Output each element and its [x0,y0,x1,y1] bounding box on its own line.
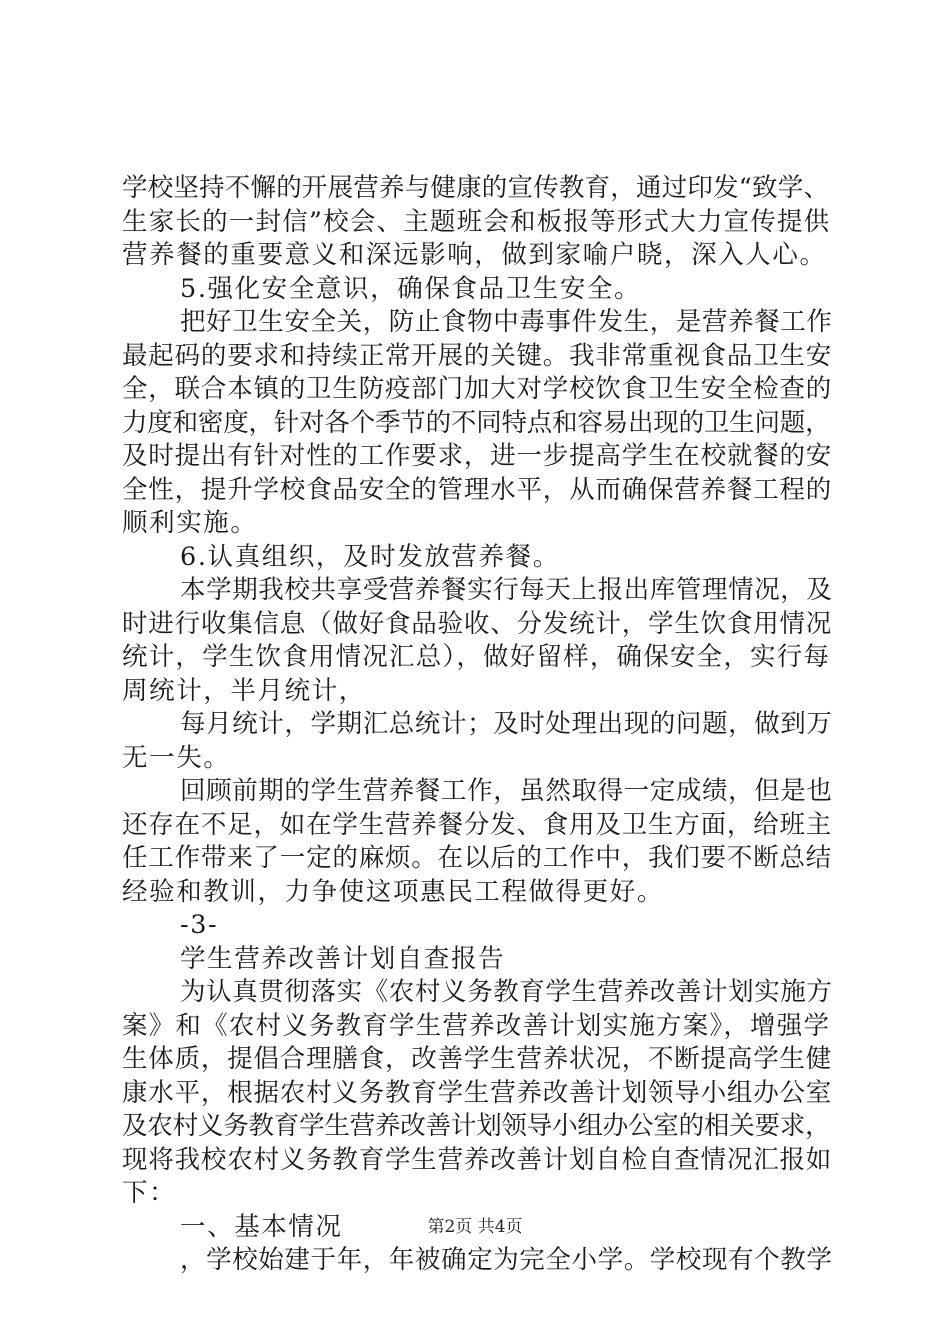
text-line: 回顾前期的学生营养餐工作，虽然取得一定成绩，但是也 [180,776,833,806]
text-line: 营养餐的重要意义和深远影响，做到家喻户晓，深入人心。 [122,240,827,270]
text-line: 每月统计，学期汇总统计；及时处理出现的问题，做到万 [180,709,833,739]
text-line: 时进行收集信息（做好食品验收、分发统计，学生饮食用情况 [122,608,833,639]
text-line: 一、基本情况 [180,1211,343,1242]
text-line: 学生营养改善计划自查报告 [180,943,506,974]
text-line: 最起码的要求和持续正常开展的关键。我非常重视食品卫生安 [122,340,833,371]
page-footer: 第2页 共4页 [427,1217,523,1237]
text-line: 全，联合本镇的卫生防疫部门加大对学校饮食卫生安全检查的 [122,374,833,404]
text-line: 生体质，提倡合理膳食，改善学生营养状况，不断提高学生健 [122,1044,833,1074]
text-line: 还存在不足，如在学生营养餐分发、食用及卫生方面，给班主 [122,809,833,840]
text-line: 任工作带来了一定的麻烦。在以后的工作中，我们要不断总结 [122,843,833,873]
text-line: 及农村义务教育学生营养改善计划领导小组办公室的相关要求， [122,1111,831,1141]
text-line: 本学期我校共享受营养餐实行每天上报出库管理情况，及 [180,575,833,605]
text-line: 全性，提升学校食品安全的管理水平，从而确保营养餐工程的 [122,474,833,505]
document-body [122,172,834,1278]
text-line: 6.认真组织，及时发放营养餐。 [180,541,560,572]
text-line: 经验和教训，力争使这项惠民工程做得更好。 [122,876,665,907]
text-line: 把好卫生安全关，防止食物中毒事件发生，是营养餐工作 [180,307,833,337]
text-line: 顺利实施。 [122,508,258,538]
text-line: 学校坚持不懈的开展营养与健康的宣传教育，通过印发“致学、 [122,173,830,203]
text-line: 5.强化安全意识，确保食品卫生安全。 [180,273,642,304]
text-line: 下： [122,1178,177,1208]
text-line: 统计，学生饮食用情况汇总），做好留样，确保安全，实行每 [122,642,831,672]
text-line: 案》和《农村义务教育学生营养改善计划实施方案》，增强学 [122,1010,831,1041]
text-line: 无一失。 [122,742,231,773]
text-line: ，学校始建于年，年被确定为完全小学。学校现有个教学 [180,1245,833,1275]
text-line: 现将我校农村义务教育学生营养改善计划自检自查情况汇报如 [122,1144,833,1175]
text-line: 生家长的一封信”校会、主题班会和板报等形式大力宣传提供 [122,206,831,237]
text-line: 为认真贯彻落实《农村义务教育学生营养改善计划实施方 [180,977,833,1007]
text-line: -3- [180,910,219,940]
text-line: 力度和密度，针对各个季节的不同特点和容易出现的卫生问题， [122,407,831,438]
text-line: 周统计，半月统计， [122,675,366,706]
text-line: 及时提出有针对性的工作要求，进一步提高学生在校就餐的安 [122,441,833,471]
text-line: 康水平，根据农村义务教育学生营养改善计划领导小组办公室 [122,1077,833,1108]
